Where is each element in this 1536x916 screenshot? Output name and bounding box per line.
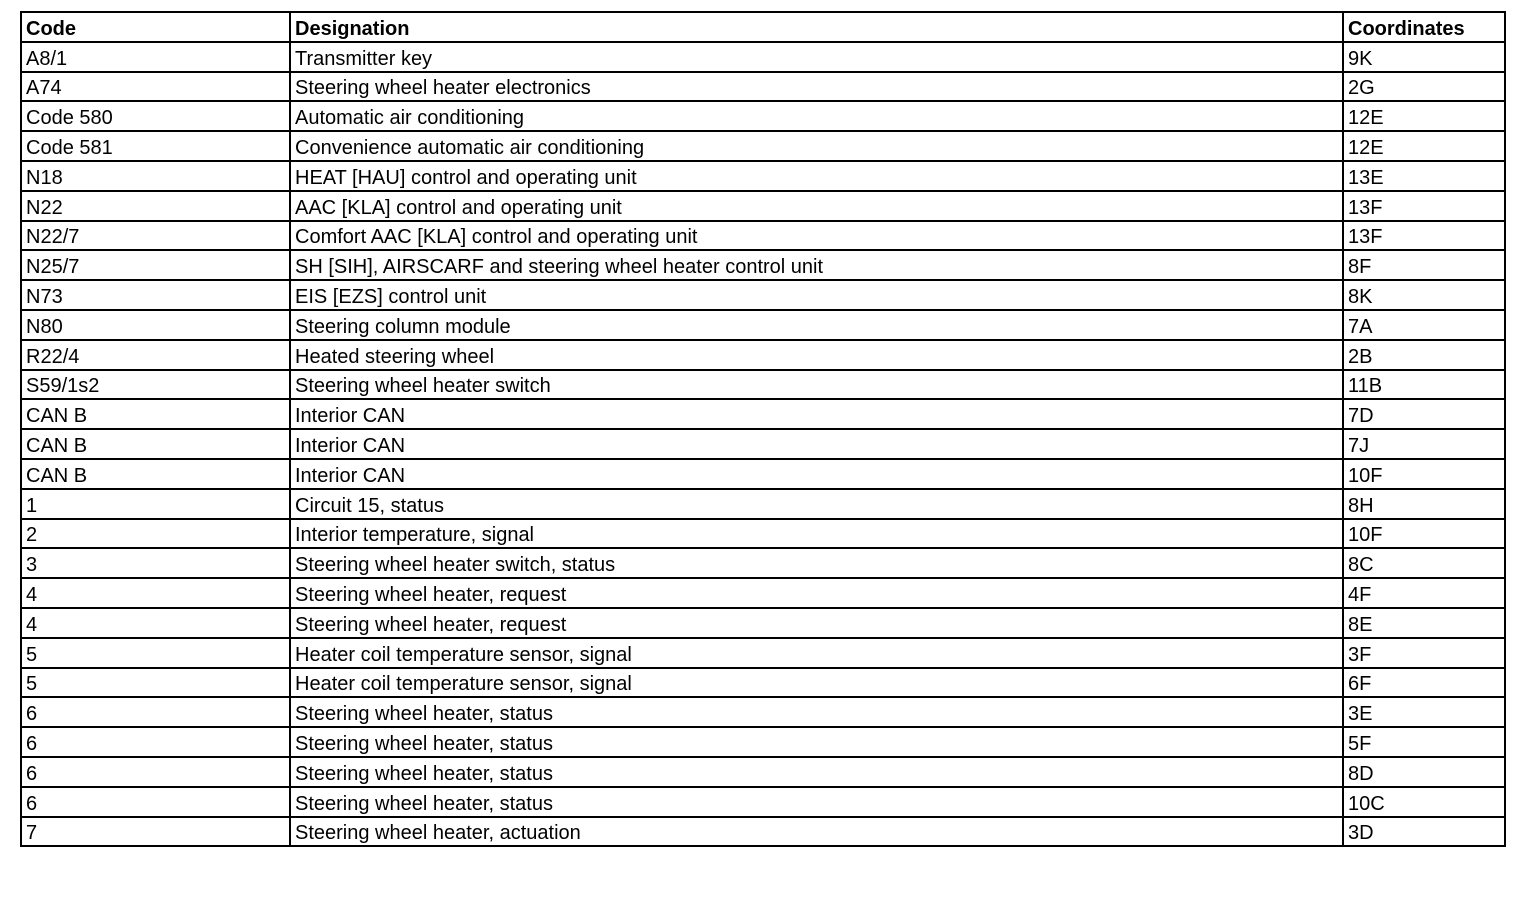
table-row bbox=[21, 787, 1505, 817]
cell-code: N22 bbox=[21, 191, 290, 221]
cell-coordinates: 10F bbox=[1343, 459, 1505, 489]
cell-coordinates: 8F bbox=[1343, 250, 1505, 280]
table-row bbox=[21, 817, 1505, 847]
cell-designation: Steering wheel heater switch, status bbox=[290, 548, 1343, 578]
cell-code: Code 580 bbox=[21, 101, 290, 131]
cell-designation: Steering column module bbox=[290, 310, 1343, 340]
cell-designation: Heater coil temperature sensor, signal bbox=[290, 668, 1343, 698]
cell-coordinates: 11B bbox=[1343, 370, 1505, 400]
cell-coordinates: 12E bbox=[1343, 131, 1505, 161]
cell-designation: Heater coil temperature sensor, signal bbox=[290, 638, 1343, 668]
cell-coordinates: 6F bbox=[1343, 668, 1505, 698]
table-row bbox=[21, 578, 1505, 608]
cell-designation: Steering wheel heater, status bbox=[290, 787, 1343, 817]
cell-coordinates: 7J bbox=[1343, 429, 1505, 459]
table-row bbox=[21, 310, 1505, 340]
cell-code: 6 bbox=[21, 727, 290, 757]
cell-coordinates: 7A bbox=[1343, 310, 1505, 340]
cell-designation: Circuit 15, status bbox=[290, 489, 1343, 519]
header-row bbox=[21, 12, 1505, 42]
cell-code: 6 bbox=[21, 787, 290, 817]
table-row bbox=[21, 280, 1505, 310]
cell-coordinates: 8K bbox=[1343, 280, 1505, 310]
table-row bbox=[21, 221, 1505, 251]
table-row bbox=[21, 72, 1505, 102]
table-row bbox=[21, 727, 1505, 757]
cell-code: R22/4 bbox=[21, 340, 290, 370]
cell-coordinates: 4F bbox=[1343, 578, 1505, 608]
cell-designation: Interior CAN bbox=[290, 399, 1343, 429]
cell-designation: Transmitter key bbox=[290, 42, 1343, 72]
cell-code: CAN B bbox=[21, 429, 290, 459]
legend-table bbox=[20, 11, 1506, 847]
cell-designation: Automatic air conditioning bbox=[290, 101, 1343, 131]
table-row bbox=[21, 429, 1505, 459]
cell-designation: Steering wheel heater, status bbox=[290, 757, 1343, 787]
table-row bbox=[21, 399, 1505, 429]
cell-designation: Interior CAN bbox=[290, 429, 1343, 459]
table-row bbox=[21, 638, 1505, 668]
cell-code: 2 bbox=[21, 519, 290, 549]
cell-coordinates: 3E bbox=[1343, 697, 1505, 727]
cell-code: N73 bbox=[21, 280, 290, 310]
cell-coordinates: 8E bbox=[1343, 608, 1505, 638]
header-code: Code bbox=[21, 12, 290, 42]
cell-code: 6 bbox=[21, 697, 290, 727]
cell-coordinates: 3F bbox=[1343, 638, 1505, 668]
cell-designation: Interior temperature, signal bbox=[290, 519, 1343, 549]
table-row bbox=[21, 250, 1505, 280]
cell-coordinates: 8C bbox=[1343, 548, 1505, 578]
header-coordinates: Coordinates bbox=[1343, 12, 1505, 42]
table-row bbox=[21, 757, 1505, 787]
cell-coordinates: 10F bbox=[1343, 519, 1505, 549]
cell-designation: AAC [KLA] control and operating unit bbox=[290, 191, 1343, 221]
cell-coordinates: 2B bbox=[1343, 340, 1505, 370]
cell-designation: Heated steering wheel bbox=[290, 340, 1343, 370]
cell-designation: SH [SIH], AIRSCARF and steering wheel heater control unit bbox=[290, 250, 1343, 280]
cell-coordinates: 12E bbox=[1343, 101, 1505, 131]
cell-designation: Comfort AAC [KLA] control and operating unit bbox=[290, 221, 1343, 251]
table-row bbox=[21, 42, 1505, 72]
cell-coordinates: 3D bbox=[1343, 817, 1505, 847]
cell-coordinates: 2G bbox=[1343, 72, 1505, 102]
cell-designation: Convenience automatic air conditioning bbox=[290, 131, 1343, 161]
table-row bbox=[21, 459, 1505, 489]
table-row bbox=[21, 668, 1505, 698]
cell-coordinates: 5F bbox=[1343, 727, 1505, 757]
cell-code: N18 bbox=[21, 161, 290, 191]
cell-code: CAN B bbox=[21, 459, 290, 489]
cell-code: 3 bbox=[21, 548, 290, 578]
table-row bbox=[21, 131, 1505, 161]
table-row bbox=[21, 548, 1505, 578]
cell-code: 5 bbox=[21, 638, 290, 668]
cell-coordinates: 8H bbox=[1343, 489, 1505, 519]
cell-coordinates: 8D bbox=[1343, 757, 1505, 787]
cell-code: A8/1 bbox=[21, 42, 290, 72]
cell-code: N22/7 bbox=[21, 221, 290, 251]
cell-coordinates: 13F bbox=[1343, 221, 1505, 251]
cell-code: 6 bbox=[21, 757, 290, 787]
cell-designation: Steering wheel heater, request bbox=[290, 608, 1343, 638]
cell-designation: Interior CAN bbox=[290, 459, 1343, 489]
table-row bbox=[21, 101, 1505, 131]
cell-designation: Steering wheel heater, status bbox=[290, 697, 1343, 727]
header-designation: Designation bbox=[290, 12, 1343, 42]
cell-designation: EIS [EZS] control unit bbox=[290, 280, 1343, 310]
cell-code: 1 bbox=[21, 489, 290, 519]
table-row bbox=[21, 161, 1505, 191]
cell-code: 7 bbox=[21, 817, 290, 847]
cell-coordinates: 13F bbox=[1343, 191, 1505, 221]
cell-code: N80 bbox=[21, 310, 290, 340]
cell-code: 5 bbox=[21, 668, 290, 698]
table-row bbox=[21, 370, 1505, 400]
cell-code: A74 bbox=[21, 72, 290, 102]
cell-designation: Steering wheel heater, actuation bbox=[290, 817, 1343, 847]
cell-designation: Steering wheel heater, request bbox=[290, 578, 1343, 608]
cell-code: 4 bbox=[21, 608, 290, 638]
cell-code: S59/1s2 bbox=[21, 370, 290, 400]
cell-designation: Steering wheel heater switch bbox=[290, 370, 1343, 400]
table-row bbox=[21, 191, 1505, 221]
cell-coordinates: 13E bbox=[1343, 161, 1505, 191]
cell-code: CAN B bbox=[21, 399, 290, 429]
table-row bbox=[21, 608, 1505, 638]
cell-code: N25/7 bbox=[21, 250, 290, 280]
cell-coordinates: 10C bbox=[1343, 787, 1505, 817]
cell-coordinates: 9K bbox=[1343, 42, 1505, 72]
cell-code: 4 bbox=[21, 578, 290, 608]
cell-designation: HEAT [HAU] control and operating unit bbox=[290, 161, 1343, 191]
cell-designation: Steering wheel heater, status bbox=[290, 727, 1343, 757]
legend-sheet bbox=[20, 11, 1504, 847]
cell-coordinates: 7D bbox=[1343, 399, 1505, 429]
table-row bbox=[21, 489, 1505, 519]
cell-designation: Steering wheel heater electronics bbox=[290, 72, 1343, 102]
legend-body bbox=[21, 42, 1505, 847]
table-row bbox=[21, 697, 1505, 727]
table-row bbox=[21, 519, 1505, 549]
cell-code: Code 581 bbox=[21, 131, 290, 161]
table-row bbox=[21, 340, 1505, 370]
